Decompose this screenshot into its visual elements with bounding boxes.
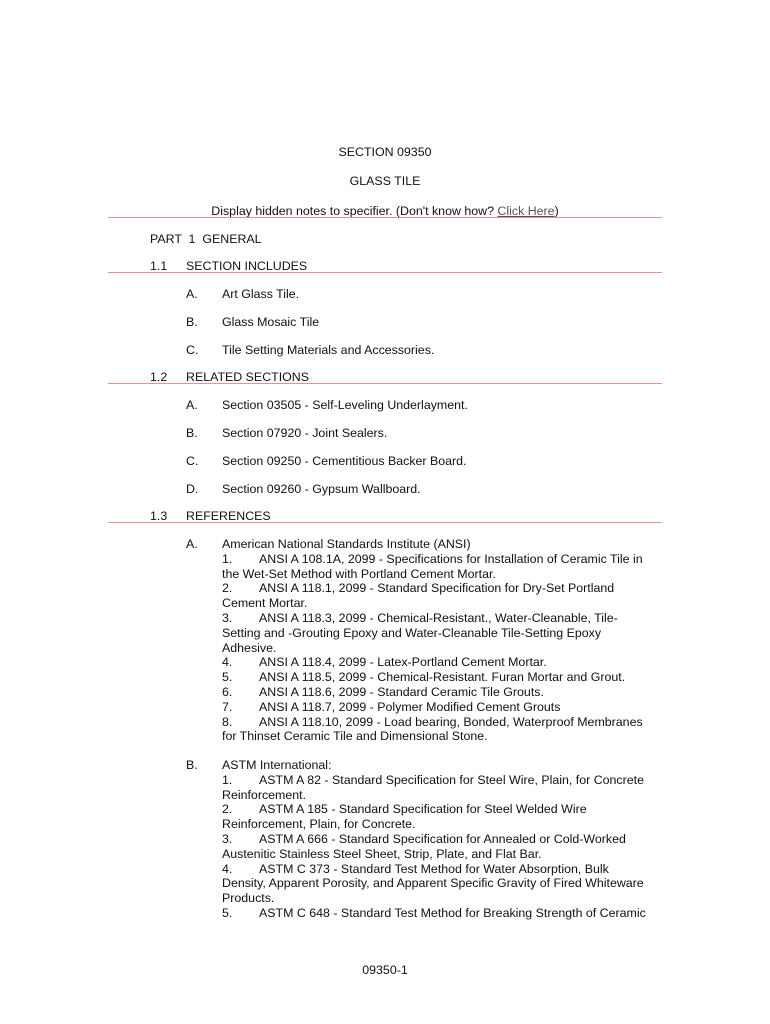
reference-line [222, 847, 662, 862]
ref-text: ASTM A 82 - Standard Specification for Steel Wire, Plain, for Concrete [259, 772, 644, 787]
item-letter: B. [186, 426, 198, 440]
item-text: Tile Setting Materials and Accessories. [222, 343, 435, 357]
item-text: Section 03505 - Self-Leveling Underlayment. [222, 398, 468, 412]
item-letter: A. [186, 398, 198, 412]
reference-line [222, 626, 662, 641]
item-letter: A. [186, 537, 198, 551]
reference-line [222, 670, 662, 685]
divider-rule [108, 217, 662, 218]
ref-num: 2. [222, 802, 233, 817]
ref-text: ASTM A 185 - Standard Specification for Steel Welded Wire [259, 802, 587, 817]
ref-text: the Wet-Set Method with Portland Cement Mortar. [222, 566, 496, 581]
reference-heading: American National Standards Institute (ANSI) [222, 537, 471, 551]
astm-references [222, 758, 662, 921]
ref-num: 3. [222, 831, 233, 846]
item-text: Glass Mosaic Tile [222, 315, 320, 329]
ref-num: 4. [222, 861, 233, 876]
item-text: Section 07920 - Joint Sealers. [222, 426, 388, 440]
ref-text: Adhesive. [222, 640, 277, 655]
reference-line [222, 715, 662, 730]
item-text: Art Glass Tile. [222, 287, 300, 301]
ref-text: ASTM C 648 - Standard Test Method for Breaking Strength of Ceramic [259, 905, 646, 920]
item-letter: C. [186, 454, 199, 468]
reference-line [222, 906, 662, 921]
ref-text: ANSI A 118.3, 2099 - Chemical-Resistant., Water-Cleanable, Tile- [259, 610, 618, 625]
reference-line [222, 655, 662, 670]
ref-text: ANSI A 118.7, 2099 - Polymer Modified Cement Grouts [259, 699, 561, 714]
reference-line [222, 876, 662, 891]
reference-line [222, 611, 662, 626]
reference-line [222, 596, 662, 611]
item-text: Section 09260 - Gypsum Wallboard. [222, 482, 421, 496]
item-letter: A. [186, 287, 198, 301]
article-number: 1.2 [150, 370, 168, 384]
item-text: Section 09250 - Cementitious Backer Board. [222, 454, 467, 468]
item-letter: D. [186, 482, 199, 496]
reference-heading: ASTM International: [222, 758, 332, 772]
ref-num: 1. [222, 551, 233, 566]
reference-line [222, 773, 662, 788]
divider-rule [108, 383, 662, 384]
divider-rule [108, 272, 662, 273]
article-number: 1.1 [150, 259, 168, 273]
ref-text: Density, Apparent Porosity, and Apparent Specific Gravity of Fired Whiteware [222, 876, 644, 891]
ref-text: Austenitic Stainless Steel Sheet, Strip, Plate, and Flat Bar. [222, 846, 542, 861]
ref-text: Cement Mortar. [222, 596, 308, 611]
divider-rule [108, 522, 662, 523]
part-heading: PART 1 GENERAL [150, 232, 262, 246]
ref-num: 7. [222, 699, 233, 714]
article-title: SECTION INCLUDES [186, 259, 308, 273]
ref-num: 5. [222, 905, 233, 920]
ref-num: 2. [222, 581, 233, 596]
reference-line [222, 817, 662, 832]
reference-line [222, 552, 662, 567]
ref-num: 3. [222, 610, 233, 625]
ref-num: 6. [222, 684, 233, 699]
ref-text: ASTM A 666 - Standard Specification for Annealed or Cold-Worked [259, 831, 626, 846]
ref-text: ANSI A 118.4, 2099 - Latex-Portland Cement Mortar. [259, 655, 547, 670]
ref-text: Products. [222, 891, 275, 906]
article-number: 1.3 [150, 509, 168, 523]
reference-line [222, 788, 662, 803]
doc-title: GLASS TILE [349, 174, 421, 188]
click-here-link[interactable]: Click Here [497, 204, 555, 218]
reference-line [222, 685, 662, 700]
reference-line [222, 891, 662, 906]
item-letter: B. [186, 315, 198, 329]
item-letter: C. [186, 343, 199, 357]
reference-line [222, 729, 662, 744]
reference-line [222, 802, 662, 817]
section-title: SECTION 09350 [338, 145, 432, 159]
ref-text: Setting and -Grouting Epoxy and Water-Cleanable Tile-Setting Epoxy [222, 625, 602, 640]
ref-num: 4. [222, 655, 233, 670]
ref-num: 1. [222, 772, 233, 787]
hidden-notes-text: Display hidden notes to specifier. (Don't know how? [211, 204, 498, 218]
ansi-references [222, 537, 662, 744]
hidden-notes-close: ) [554, 204, 559, 218]
reference-line [222, 832, 662, 847]
item-letter: B. [186, 758, 198, 772]
reference-line [222, 641, 662, 656]
ref-text: ANSI A 118.6, 2099 - Standard Ceramic Tile Grouts. [259, 684, 544, 699]
ref-num: 5. [222, 670, 233, 685]
ref-text: ANSI A 118.5, 2099 - Chemical-Resistant. Furan Mortar and Grout. [259, 670, 626, 685]
reference-line [222, 862, 662, 877]
article-title: RELATED SECTIONS [186, 370, 310, 384]
ref-text: Reinforcement, Plain, for Concrete. [222, 817, 416, 832]
ref-text: for Thinset Ceramic Tile and Dimensional Stone. [222, 729, 488, 744]
page-number: 09350-1 [362, 963, 408, 977]
article-title: REFERENCES [186, 509, 271, 523]
ref-text: ANSI A 118.1, 2099 - Standard Specification for Dry-Set Portland [259, 581, 615, 596]
reference-line [222, 700, 662, 715]
ref-num: 8. [222, 714, 233, 729]
reference-line [222, 581, 662, 596]
ref-text: ANSI A 118.10, 2099 - Load bearing, Bonded, Waterproof Membranes [259, 714, 643, 729]
reference-line [222, 567, 662, 582]
ref-text: Reinforcement. [222, 787, 307, 802]
ref-text: ANSI A 108.1A, 2099 - Specifications for Installation of Ceramic Tile in [259, 551, 643, 566]
ref-text: ASTM C 373 - Standard Test Method for Water Absorption, Bulk [259, 861, 609, 876]
